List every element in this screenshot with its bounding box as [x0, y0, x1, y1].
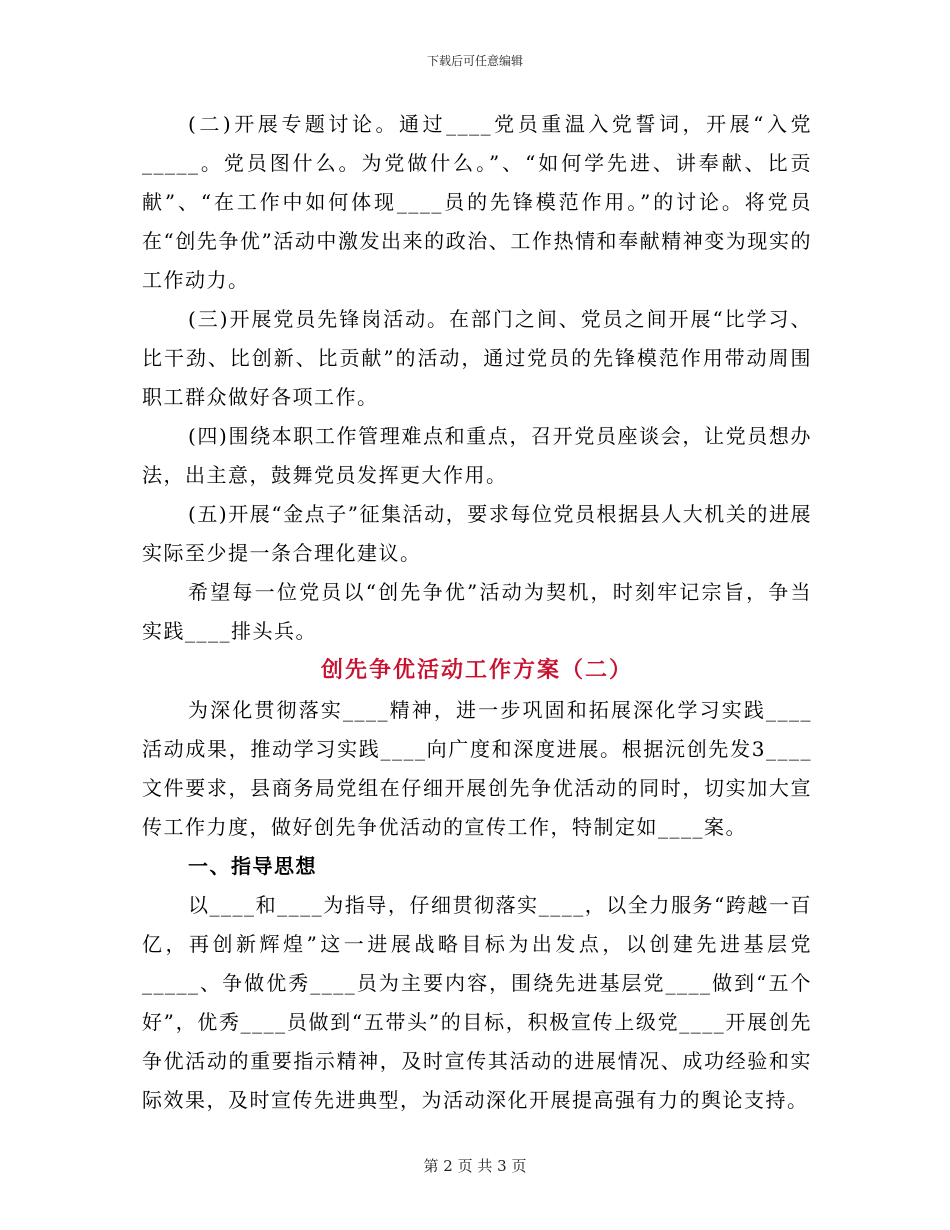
page-footer: 第 2 页 共 3 页 — [423, 1157, 527, 1175]
document-body — [142, 105, 812, 1120]
paragraph-guiding-ideology: 以____和____为指导，仔细贯彻落实____，以全力服务“跨越一百亿，再创新辉煌”这一进展战略目标为出发点，以创建先进基层党_____、争做优秀____员为主要内容，围绕先进基层党____做到“五个好”，优秀____员做到“五带头”的目标，积极宣传上级党____开展创先争优活动的重要指示精神，及时宣传其活动的进展情况、成功经验和实际效果，及时宣传先进典型，为活动深化开展提高强有力的舆论支持。 — [142, 893, 812, 1112]
paragraph-vanguard-post: (三)开展党员先锋岗活动。在部门之间、党员之间开展“比学习、比干劲、比创新、比贡献”的活动，通过党员的先锋模范作用带动周围职工群众做好各项工作。 — [142, 307, 812, 409]
page-header: 下载后可任意编辑 — [426, 54, 523, 68]
document-heading: 创先争优活动工作方案（二） — [320, 658, 633, 683]
paragraph-symposium: (四)围绕本职工作管理难点和重点，召开党员座谈会，让党员想办法，出主意，鼓舞党员发挥更大作用。 — [142, 424, 812, 487]
paragraph-closing-hope: 希望每一位党员以“创先争优”活动为契机，时刻牢记宗旨，争当实践____排头兵。 — [142, 580, 812, 643]
paragraph-golden-ideas: (五)开展“金点子”征集活动，要求每位党员根据县人大机关的进展实际至少提一条合理化建议。 — [142, 502, 812, 565]
paragraph-discussion: (二)开展专题讨论。通过____党员重温入党誓词，开展“入党_____。党员图什么。为党做什么。”、“如何学先进、讲奉献、比贡献”、“在工作中如何体现____员的先锋模范作用。”的讨论。将党员在“创先争优”活动中激发出来的政治、工作热情和奉献精神变为现实的工作动力。 — [142, 112, 812, 292]
paragraph-intro: 为深化贯彻落实____精神，进一步巩固和拓展深化学习实践____活动成果，推动学习实践____向广度和深度进展。根据沅创先发3____文件要求，县商务局党组在仔细开展创先争优活动的同时，切实加大宣传工作力度，做好创先争优活动的宣传工作，特制定如____案。 — [142, 698, 812, 839]
section-title: 一、指导思想 — [188, 854, 317, 878]
